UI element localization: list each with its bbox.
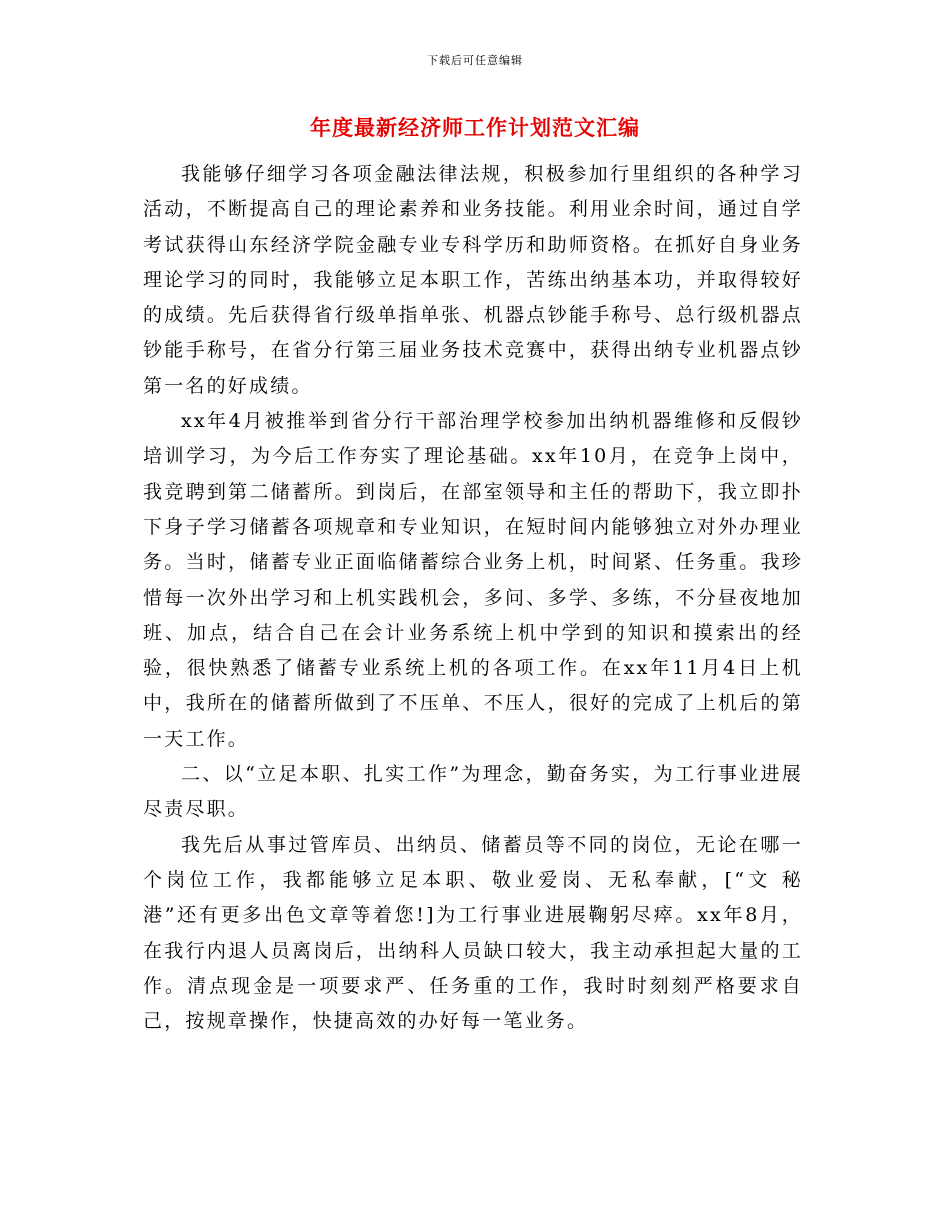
paragraph-1: 我能够仔细学习各项金融法律法规，积极参加行里组织的各种学习活动，不断提高自己的理论素养和业务技能。利用业余时间，通过自学考试获得山东经济学院金融专业专科学历和助师资格。在抓好自身业务理论学习的同时，我能够立足本职工作，苦练出纳基本功，并取得较好的成绩。先后获得省行级单指单张、机器点钞能手称号、总行级机器点钞能手称号，在省分行第三届业务技术竞赛中，获得出纳专业机器点钞第一名的好成绩。 [143, 163, 803, 397]
paragraph-4: 我先后从事过管库员、出纳员、储蓄员等不同的岗位，无论在哪一个岗位工作，我都能够立足本职、敬业爱岗、无私奉献，[“文 秘 港”还有更多出色文章等着您!]为工行事业进展鞠躬尽瘁。xx年8月，在我行内退人员离岗后，出纳科人员缺口较大，我主动承担起大量的工作。清点现金是一项要求严、任务重的工作，我时时刻刻严格要求自己，按规章操作，快捷高效的办好每一笔业务。 [143, 833, 803, 1033]
document-body [143, 157, 803, 1039]
paragraph-2: xx年4月被推举到省分行干部治理学校参加出纳机器维修和反假钞培训学习，为今后工作夯实了理论基础。xx年10月，在竞争上岗中，我竞聘到第二储蓄所。到岗后，在部室领导和主任的帮助下，我立即扑下身子学习储蓄各项规章和专业知识，在短时间内能够独立对外办理业务。当时，储蓄专业正面临储蓄综合业务上机，时间紧、任务重。我珍惜每一次外出学习和上机实践机会，多问、多学、多练，不分昼夜地加班、加点，结合自己在会计业务系统上机中学到的知识和摸索出的经验，很快熟悉了储蓄专业系统上机的各项工作。在xx年11月4日上机中，我所在的储蓄所做到了不压单、不压人，很好的完成了上机后的第一天工作。 [143, 410, 803, 750]
paragraph-3: 二、以“立足本职、扎实工作”为理念，勤奋务实，为工行事业进展尽责尽职。 [143, 763, 803, 821]
page-header: 下载后可任意编辑 [427, 54, 523, 67]
document-title: 年度最新经济师工作计划范文汇编 [310, 116, 640, 140]
